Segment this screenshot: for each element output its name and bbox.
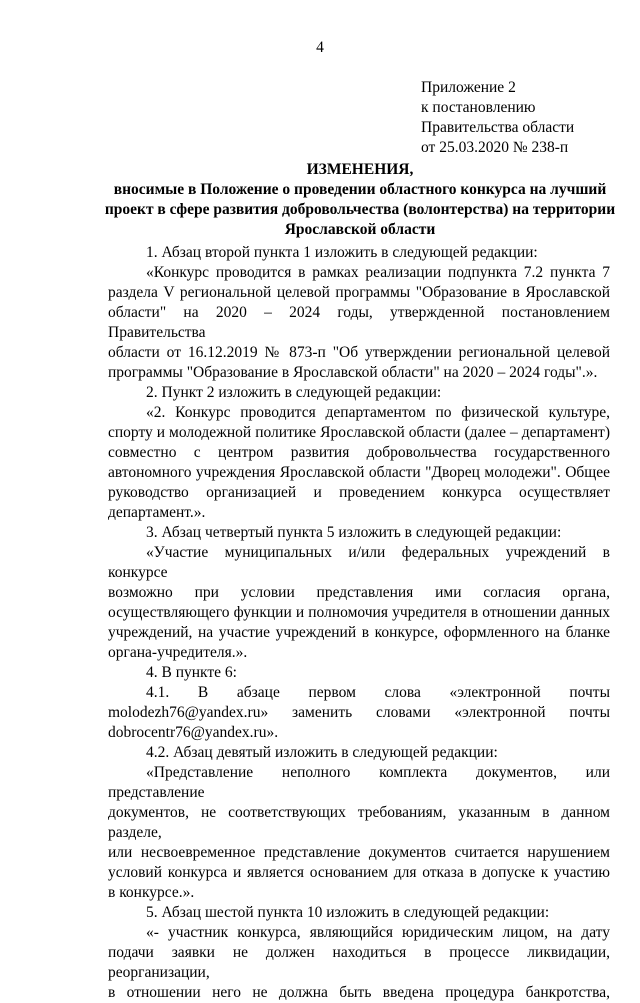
text-line: dobrocentr76@yandex.ru». xyxy=(108,724,279,741)
document-title xyxy=(100,160,620,240)
paragraph xyxy=(108,263,610,383)
paragraph xyxy=(108,523,610,543)
paragraph xyxy=(108,383,610,403)
text-line: 2. Пункт 2 изложить в следующей редакции: xyxy=(146,384,442,401)
text-line: документов, не соответствующих требованиям, указанным в данном разделе, xyxy=(108,804,610,841)
appendix-line: к постановлению xyxy=(421,99,536,116)
appendix-header xyxy=(421,78,621,158)
text-line: 4.1. В абзаце первом слова «электронной почты xyxy=(146,684,610,701)
text-line: 3. Абзац четвертый пункта 5 изложить в следующей редакции: xyxy=(146,524,562,541)
text-line: в конкурсе.». xyxy=(108,884,195,901)
text-line: 1. Абзац второй пункта 1 изложить в следующей редакции: xyxy=(146,244,538,261)
text-line: департамент.». xyxy=(108,504,206,521)
text-line: подачи заявки не должен находиться в процессе ликвидации, реорганизации, xyxy=(108,944,610,981)
text-line: осуществляющего функции и полномочия учредителя в отношении данных xyxy=(108,604,610,621)
text-line: в отношении него не должна быть введена процедура банкротства, xyxy=(108,984,610,1001)
title-line: Ярославской области xyxy=(284,221,436,238)
page-number: 4 xyxy=(316,39,324,56)
text-line: «Представление неполного комплекта документов, или представление xyxy=(108,764,610,801)
text-line: спорту и молодежной политике Ярославской области (далее – департамент) xyxy=(108,424,610,441)
text-line: «2. Конкурс проводится департаментом по физической культуре, xyxy=(146,404,610,421)
title-line: проект в сфере развития добровольчества (волонтерства) на территории xyxy=(104,201,616,218)
paragraph xyxy=(108,683,610,743)
text-line: программы "Образование в Ярославской области" на 2020 – 2024 годы".». xyxy=(108,364,598,381)
text-line: 5. Абзац шестой пункта 10 изложить в следующей редакции: xyxy=(146,904,550,921)
text-line: «Участие муниципальных и/или федеральных учреждений в конкурсе xyxy=(108,544,610,581)
text-line: совместно с центром развития добровольчества государственного xyxy=(108,444,610,461)
document-body xyxy=(108,243,610,1003)
text-line: области от 16.12.2019 № 873-п "Об утверждении региональной целевой xyxy=(108,344,610,361)
paragraph xyxy=(108,403,610,523)
paragraph xyxy=(108,903,610,923)
text-line: «Конкурс проводится в рамках реализации подпункта 7.2 пункта 7 xyxy=(146,264,610,281)
paragraph xyxy=(108,923,610,1003)
text-line: раздела V региональной целевой программы "Образование в Ярославской xyxy=(108,284,610,301)
text-line: или несвоевременное представление документов считается нарушением xyxy=(108,844,610,861)
text-line: руководство организацией и проведением конкурса осуществляет xyxy=(108,484,610,501)
appendix-line: Правительства области xyxy=(421,119,575,136)
paragraph xyxy=(108,243,610,263)
title-line: вносимые в Положение о проведении областного конкурса на лучший xyxy=(113,181,607,198)
text-line: 4.2. Абзац девятый изложить в следующей редакции: xyxy=(146,744,498,761)
text-line: molodezh76@yandex.ru» заменить словами «электронной почты xyxy=(108,704,610,721)
appendix-line: от 25.03.2020 № 238-п xyxy=(421,139,569,156)
appendix-line: Приложение 2 xyxy=(421,79,516,96)
text-line: автономного учреждения Ярославской области "Дворец молодежи". Общее xyxy=(108,464,610,481)
text-line: 4. В пункте 6: xyxy=(146,664,237,681)
paragraph xyxy=(108,763,610,903)
text-line: «- участник конкурса, являющийся юридическим лицом, на дату xyxy=(146,924,610,941)
title-line: ИЗМЕНЕНИЯ, xyxy=(306,161,414,178)
text-line: возможно при условии представления ими согласия органа, xyxy=(108,584,610,601)
text-line: учреждений, на участие учреждений в конкурсе, оформленного на бланке xyxy=(108,624,610,641)
text-line: условий конкурса и является основанием для отказа в допуске к участию xyxy=(108,864,610,881)
paragraph xyxy=(108,543,610,663)
text-line: области" на 2020 – 2024 годы, утвержденной постановлением Правительства xyxy=(108,304,610,341)
text-line: органа-учредителя.». xyxy=(108,644,248,661)
paragraph xyxy=(108,663,610,683)
paragraph xyxy=(108,743,610,763)
